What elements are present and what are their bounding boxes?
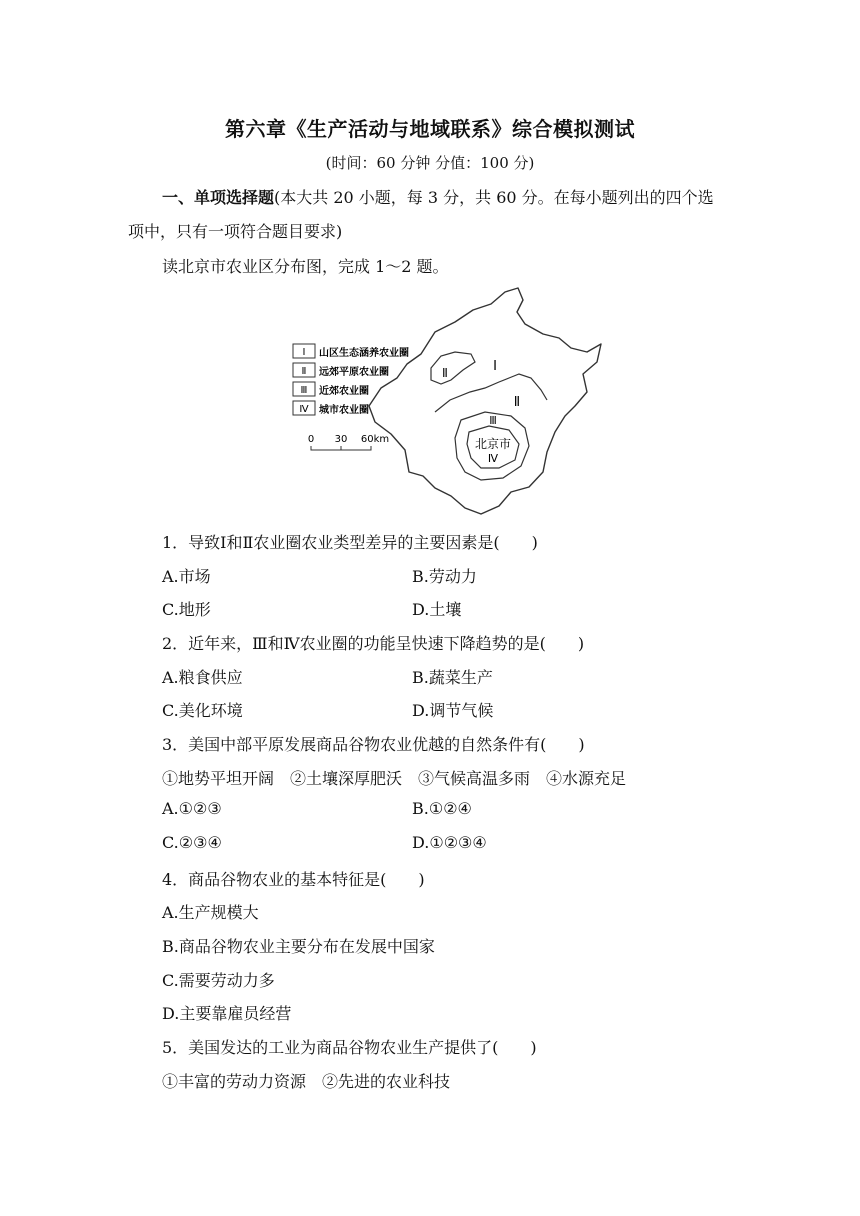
- legend-text-2: 远郊平原农业圈: [319, 367, 389, 378]
- scale-label-30: 30: [334, 434, 348, 445]
- page-title: 第六章《生产活动与地域联系》综合模拟测试: [225, 117, 635, 141]
- legend-mark-4: Ⅳ: [299, 404, 309, 415]
- question-3-option-a: A.①②③: [162, 799, 222, 818]
- question-3-option-b: B.①②④: [412, 799, 472, 818]
- question-3-option-d: D.①②③④: [412, 833, 487, 852]
- legend-text-3: 近郊农业圈: [319, 386, 369, 397]
- legend-mark-1: Ⅰ: [302, 347, 306, 358]
- region-label-1: Ⅰ: [493, 359, 497, 374]
- question-5-items: ①丰富的劳动力资源 ②先进的农业科技: [162, 1072, 451, 1091]
- question-3-items: ①地势平坦开阔 ②土壤深厚肥沃 ③气候高温多雨 ④水源充足: [162, 769, 627, 788]
- beijing-agriculture-map: [285, 282, 615, 517]
- scale-label-60: 60km: [360, 434, 390, 445]
- region-label-2: Ⅱ: [513, 395, 521, 410]
- question-3-option-c: C.②③④: [162, 833, 222, 852]
- question-4-option-c: C.需要劳动力多: [162, 971, 275, 990]
- region-label-2-pocket: Ⅱ: [442, 366, 448, 380]
- question-4-option-d: D.主要靠雇员经营: [162, 1004, 292, 1023]
- scale-line: [311, 446, 371, 450]
- legend-mark-2: Ⅱ: [301, 366, 307, 377]
- question-2-option-d: D.调节气候: [412, 701, 494, 720]
- map-intro: 读北京市农业区分布图，完成 1～2 题。: [162, 257, 449, 276]
- region-label-3: Ⅲ: [489, 414, 497, 427]
- scale-label-0: 0: [307, 434, 315, 445]
- question-1-option-a: A.市场: [162, 567, 211, 586]
- legend-text-4: 城市农业圈: [319, 405, 369, 416]
- section-description: (本大共 20 小题，每 3 分，共 60 分。在每小题列出的四个选: [274, 188, 714, 207]
- legend-text-1: 山区生态涵养农业圈: [319, 348, 409, 359]
- question-5-stem: 5．美国发达的工业为商品谷物农业生产提供了( ): [162, 1038, 537, 1057]
- city-label: 北京市: [474, 437, 512, 451]
- question-2-option-a: A.粮食供应: [162, 668, 243, 687]
- question-4-option-b: B.商品谷物农业主要分布在发展中国家: [162, 937, 435, 956]
- page-subtitle: (时间：60 分钟 分值：100 分): [325, 154, 535, 172]
- question-2-stem: 2．近年来，Ⅲ和Ⅳ农业圈的功能呈快速下降趋势的是( ): [162, 634, 585, 653]
- question-1-option-b: B.劳动力: [412, 567, 477, 586]
- question-4-stem: 4．商品谷物农业的基本特征是( ): [162, 870, 425, 889]
- section-instruction: [162, 185, 714, 208]
- scale-bar: [308, 434, 389, 450]
- question-3-stem: 3．美国中部平原发展商品谷物农业优越的自然条件有( ): [162, 735, 585, 754]
- question-1-stem: 1．导致Ⅰ和Ⅱ农业圈农业类型差异的主要因素是( ): [162, 533, 538, 552]
- question-1-option-c: C.地形: [162, 600, 211, 619]
- region-label-4: Ⅳ: [487, 452, 499, 465]
- question-4-option-a: A.生产规模大: [162, 903, 259, 922]
- legend-mark-3: Ⅲ: [300, 385, 308, 396]
- question-1-option-d: D.土壤: [412, 600, 462, 619]
- section-heading: 一、单项选择题: [162, 188, 275, 207]
- question-2-option-c: C.美化环境: [162, 701, 243, 720]
- section-description-line2: 项中，只有一项符合题目要求): [128, 222, 343, 241]
- question-2-option-b: B.蔬菜生产: [412, 668, 493, 687]
